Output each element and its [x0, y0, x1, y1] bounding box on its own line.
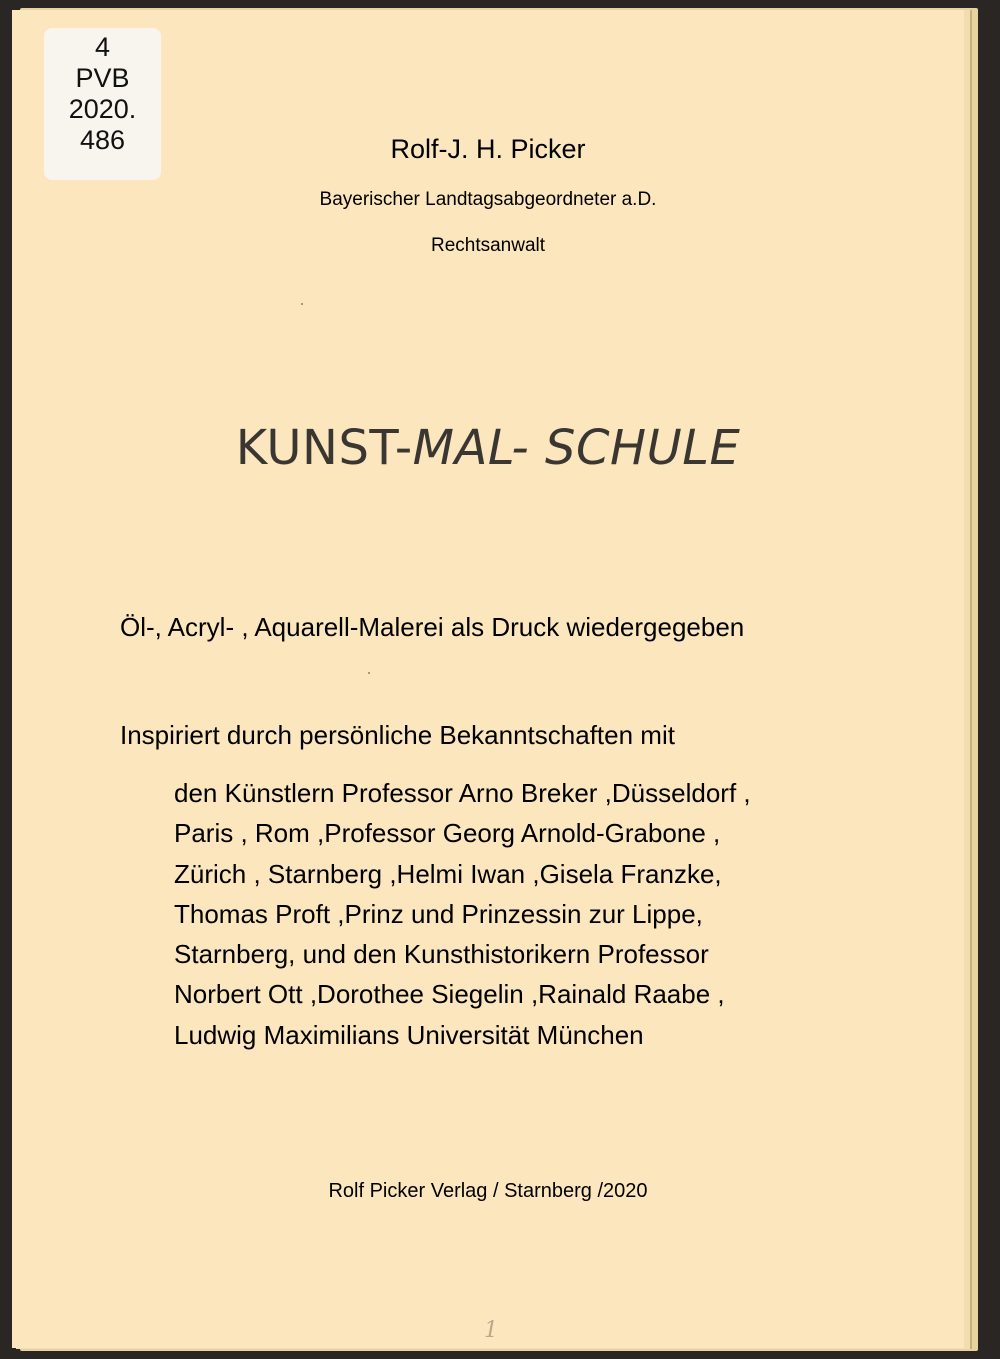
title-part: -: [511, 420, 545, 476]
title-part: KUNST-: [235, 420, 413, 476]
title-part: MAL: [412, 420, 512, 476]
names-line: Thomas Proft ,Prinz und Prinzessin zur Lippe,: [174, 898, 703, 929]
shelf-mark-line: 4: [94, 32, 111, 62]
publisher-line: Rolf Picker Verlag / Starnberg /2020: [328, 1180, 648, 1202]
shelf-mark-line: 486: [79, 125, 126, 155]
title-part: SCHULE: [545, 420, 741, 476]
author-role: Bayerischer Landtagsabgeordneter a.D.: [319, 189, 657, 210]
names-line: Paris , Rom ,Professor Georg Arnold-Grabone ,: [174, 818, 721, 849]
names-line: Norbert Ott ,Dorothee Siegelin ,Rainald Raabe ,: [174, 979, 725, 1010]
names-line: Ludwig Maximilians Universität München: [174, 1019, 644, 1050]
book-title: [12, 420, 964, 476]
intro-line: Inspiriert durch persönliche Bekanntschaften mit: [120, 720, 675, 750]
author-role: Rechtsanwalt: [430, 235, 546, 256]
names-line: Starnberg, und den Kunsthistorikern Professor: [174, 939, 709, 970]
shelf-mark-line: 2020.: [68, 94, 137, 124]
shelf-mark-line: PVB: [75, 63, 130, 93]
book-subtitle: Öl-, Acryl- , Aquarell-Malerei als Druck wiedergegeben: [120, 612, 745, 642]
names-line: den Künstlern Professor Arno Breker ,Düsseldorf ,: [174, 778, 751, 808]
author-name: Rolf-J. H. Picker: [390, 134, 586, 164]
paper-speck: [301, 303, 303, 305]
names-line: Zürich , Starnberg ,Helmi Iwan ,Gisela Franzke,: [174, 858, 722, 889]
paper-speck: [368, 672, 370, 674]
pencil-mark: 1: [484, 1318, 498, 1343]
names-block: [174, 773, 751, 1055]
